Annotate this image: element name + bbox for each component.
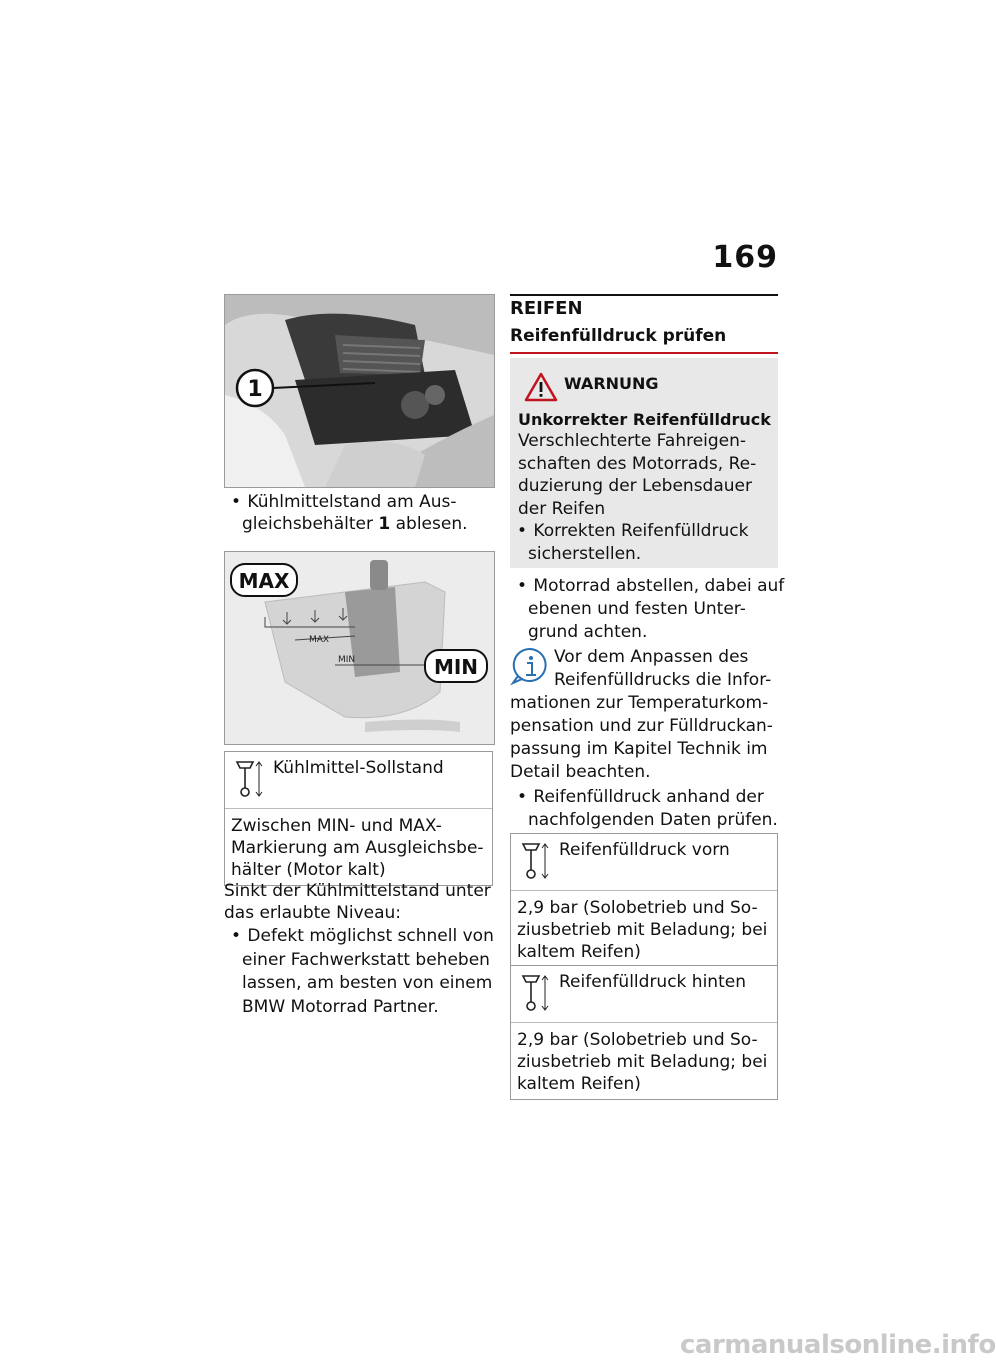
gauge-icon	[519, 972, 551, 1014]
subsection-title: Reifenfülldruck prüfen	[510, 326, 727, 346]
gauge-icon	[233, 758, 265, 800]
callout-1: 1	[247, 377, 263, 402]
step-check-tire-pressure: • Reifenfülldruck anhand der nachfolgenden Daten prüfen.	[510, 786, 796, 832]
step-park-motorcycle: • Motorrad abstellen, dabei auf ebenen und festen Unter- grund achten.	[510, 575, 796, 644]
section-title: REIFEN	[510, 298, 583, 319]
condition-text: Sinkt der Kühlmittelstand unter das erlaubte Niveau:	[224, 881, 491, 923]
warning-bullet: • Korrekten Reifenfülldruck sicherstellen.	[518, 520, 774, 565]
section-rule	[510, 294, 778, 296]
min-callout: MIN	[433, 655, 479, 679]
spec-label: Kühlmittel-Sollstand	[273, 758, 444, 778]
spec-label: Reifenfülldruck vorn	[559, 840, 730, 860]
coolant-reservoir-photo	[224, 294, 495, 488]
reference-1: 1	[378, 514, 391, 534]
step-repair-workshop: • Defekt möglichst schnell von einer Fachwerkstatt beheben lassen, am besten von einem BMW Motorrad Partner.	[224, 925, 511, 1019]
spec-value: 2,9 bar (Solobetrieb und So- ziusbetrieb mit Beladung; bei kaltem Reifen)	[517, 898, 768, 962]
watermark: carmanualsonline.info	[680, 1330, 996, 1360]
warning-title: WARNUNG	[564, 374, 659, 393]
max-callout: MAX	[238, 569, 290, 593]
info-icon	[510, 646, 550, 686]
gauge-icon	[519, 840, 551, 882]
step-read-coolant-level: • Kühlmittelstand am Aus- gleichsbehälter 1 ablesen.	[224, 491, 511, 535]
page-number: 169	[712, 240, 778, 275]
warning-text: Verschlechterte Fahreigen- schaften des Motorrads, Re- duzierung der Lebensdauer der Reifen • Korrekten Reifenfülldruck sicherstellen.	[518, 430, 774, 565]
warning-heading: Unkorrekter Reifenfülldruck	[518, 410, 771, 429]
spec-value: Zwischen MIN- und MAX- Markierung am Ausgleichsbe- hälter (Motor kalt)	[231, 816, 484, 880]
spec-label: Reifenfülldruck hinten	[559, 972, 746, 992]
spec-tire-pressure-rear	[510, 965, 778, 1100]
subsection-rule	[510, 352, 778, 354]
reservoir-min-max-illustration	[225, 552, 494, 744]
warning-box	[510, 358, 778, 568]
coolant-reservoir-illustration	[225, 295, 494, 487]
min-max-diagram	[224, 551, 495, 745]
spec-value: 2,9 bar (Solobetrieb und So- ziusbetrieb mit Beladung; bei kaltem Reifen)	[517, 1030, 768, 1094]
spec-coolant-target-level	[224, 751, 493, 886]
warning-triangle-icon	[524, 372, 558, 402]
min-mark-label: MIN	[338, 655, 356, 665]
max-mark-label: MAX	[309, 635, 330, 645]
spec-tire-pressure-front	[510, 833, 778, 968]
